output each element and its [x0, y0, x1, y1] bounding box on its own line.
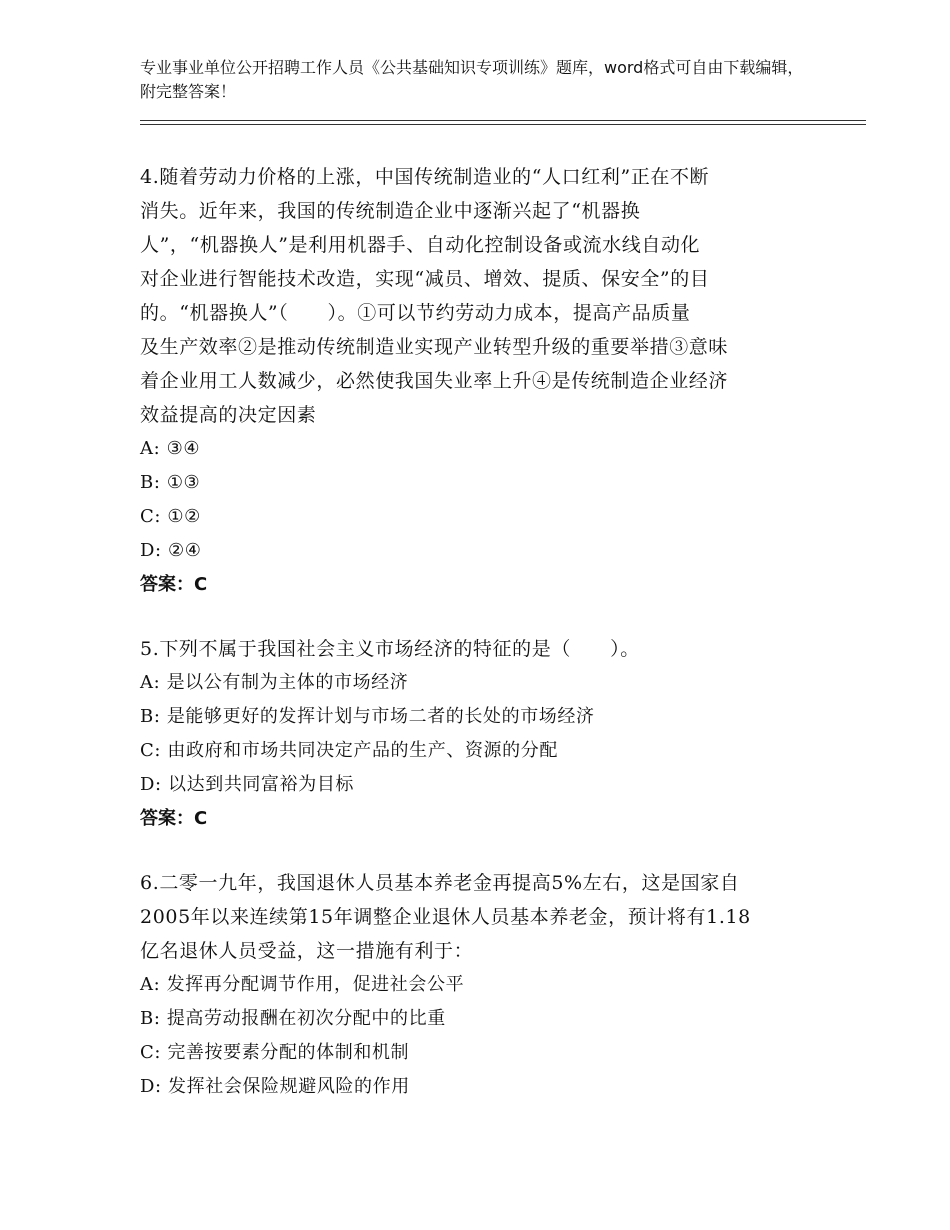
question-stem-line: 的。“机器换人”（ ）。①可以节约劳动力成本，提高产品质量 — [140, 302, 691, 324]
header-divider-top — [140, 120, 866, 121]
question-5 — [140, 632, 812, 836]
question-stem-line: 2005年以来连续第15年调整企业退休人员基本养老金，预计将有1.18 — [140, 906, 751, 928]
question-stem-line: 对企业进行智能技术改造，实现“减员、增效、提质、保安全”的目 — [140, 268, 710, 290]
document-header: 专业事业单位公开招聘工作人员《公共基础知识专项训练》题库，word格式可自由下载编辑，附完整答案！ — [140, 58, 804, 101]
question-6 — [140, 866, 812, 1104]
option-a: A: 是以公有制为主体的市场经济 — [140, 672, 409, 693]
option-c: C: 由政府和市场共同决定产品的生产、资源的分配 — [140, 740, 558, 761]
question-stem-line: 5.下列不属于我国社会主义市场经济的特征的是（ ）。 — [140, 638, 640, 660]
answer: 答案：C — [140, 574, 208, 595]
option-a: A: 发挥再分配调节作用，促进社会公平 — [140, 974, 465, 995]
option-b: B: 是能够更好的发挥计划与市场二者的长处的市场经济 — [140, 706, 595, 727]
question-stem-line: 及生产效率②是推动传统制造业实现产业转型升级的重要举措③意味 — [140, 336, 729, 358]
option-d: D: ②④ — [140, 540, 202, 561]
answer: 答案：C — [140, 808, 208, 829]
option-a: A: ③④ — [140, 438, 201, 459]
question-stem-line: 亿名退休人员受益，这一措施有利于： — [140, 940, 474, 962]
header-divider-bottom — [140, 124, 866, 125]
question-stem-line: 着企业用工人数减少，必然使我国失业率上升④是传统制造企业经济 — [140, 370, 729, 392]
question-stem-line: 人”，“机器换人”是利用机器手、自动化控制设备或流水线自动化 — [140, 234, 701, 256]
option-b: B: 提高劳动报酬在初次分配中的比重 — [140, 1008, 446, 1029]
question-stem-line: 消失。近年来，我国的传统制造企业中逐渐兴起了“机器换 — [140, 200, 641, 222]
option-c: C: 完善按要素分配的体制和机制 — [140, 1042, 410, 1063]
question-4 — [140, 160, 812, 602]
option-b: B: ①③ — [140, 472, 201, 493]
question-stem-line: 6.二零一九年，我国退休人员基本养老金再提高5%左右，这是国家自 — [140, 872, 740, 894]
option-d: D: 以达到共同富裕为目标 — [140, 774, 355, 795]
question-stem-line: 效益提高的决定因素 — [140, 404, 317, 426]
question-stem-line: 4.随着劳动力价格的上涨，中国传统制造业的“人口红利”正在不断 — [140, 166, 710, 188]
option-c: C: ①② — [140, 506, 201, 527]
question-list — [140, 160, 812, 1104]
option-d: D: 发挥社会保险规避风险的作用 — [140, 1076, 410, 1097]
